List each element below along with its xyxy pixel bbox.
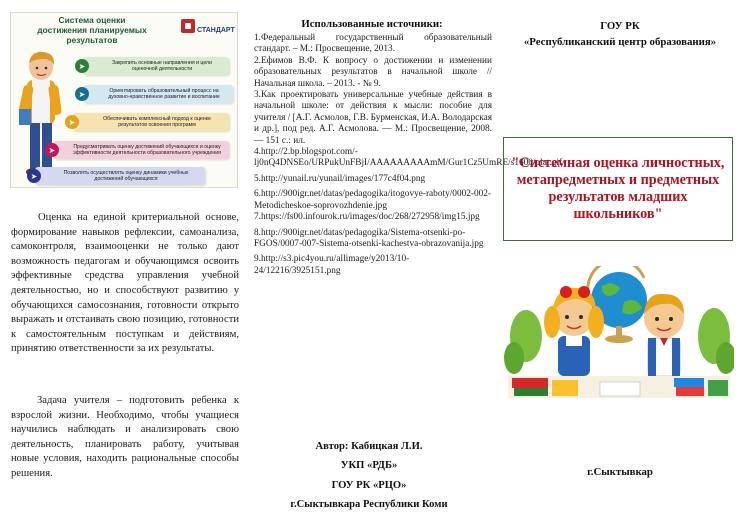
source-item: 1.Федеральный государственный образовательный стандарт. – М.: Просвещение, 2013. xyxy=(254,33,492,55)
infographic-title: Система оценки достижения планируемых результатов xyxy=(37,15,147,45)
source-item: 5.http://yunail.ru/yunail/images/177c4f04.png xyxy=(254,173,426,184)
infographic-bar-5: Позволять осуществлять оценку динамики учебных достижений обучающихся xyxy=(35,167,205,185)
author-block xyxy=(262,437,476,515)
left-panel xyxy=(0,0,247,524)
infographic-bar-2: Ориентировать образовательный процесс на духовно-нравственное развитие и воспитание xyxy=(83,85,233,103)
sources-list xyxy=(254,33,563,277)
author-city: г.Сыктывкара Республики Коми xyxy=(290,499,448,511)
source-item: 7.https://fs00.infourok.ru/images/doc/268/272958/img15.jpg xyxy=(254,212,480,223)
booklet-title: "Системная оценка личностных, метапредметных и предметных результатов младших школьников" xyxy=(511,155,725,222)
arrow-icon: ➤ xyxy=(75,59,89,73)
source-item: 2.Ефимов В.Ф. К вопросу о достижении и изменении образовательных результатов в начальной школе // Начальная школа. – 2013. - № 9. xyxy=(254,55,492,89)
org-line-1: ГОУ РК xyxy=(600,20,640,32)
infographic-bar-3: Обеспечивать комплексный подход к оценке результатов освоения программ xyxy=(73,113,229,131)
source-item: 3.Как проектировать универсальные учебные действия в начальной школе: от действия к мысли: пособие для учителя / [А.Г. Асмолов, Г.В. Бурменская, И.А. Володарская и др.], под ред. А.Г. Асмолова. — М.: Просвещение, 2008. — 151 с.: ил. xyxy=(254,90,492,146)
author-name: Автор: Кабицкая Л.И. xyxy=(315,441,423,452)
assessment-paragraph: Оценка на единой критериальной основе, формирование навыков рефлексии, самоанализа, самоконтроля, взаимооценки не только дают возможность педагогам и обучающимся освоить эффективные средства управления учебной деятельностью, но и способствуют развитию у обучающихся самосознания, готовности открыто выражать и отстаивать свою позицию, готовности к самостоятельным поступкам и действиям, принятию ответственности за их результаты. xyxy=(11,212,239,355)
arrow-icon: ➤ xyxy=(45,143,59,157)
source-item: 6.http://900igr.net/datas/pedagogika/itogovye-raboty/0002-002-Metodicheskoe-soprovozhdenie.jpg xyxy=(254,189,492,211)
infographic-bar-4: Предусматривать оценку достижений обучающихся и оценку эффективности деятельности образовательного учреждения xyxy=(53,141,229,159)
organization-header xyxy=(505,18,735,50)
arrow-icon: ➤ xyxy=(75,87,89,101)
booklet-title-box xyxy=(503,137,733,241)
arrow-icon: ➤ xyxy=(27,169,41,183)
source-item: 9.http://s3.pic4you.ru/allimage/y2013/10-24/12216/3925151.png xyxy=(254,254,410,276)
assessment-system-infographic xyxy=(10,12,238,188)
org-line-2: «Республиканский центр образования» xyxy=(523,36,717,48)
fgos-standard-logo xyxy=(181,17,235,39)
student-illustration xyxy=(17,49,63,185)
sources-title: Использованные источники: xyxy=(301,18,443,30)
infographic-bar-1: Закрепить основные направления и цели оценочной деятельности xyxy=(83,57,229,75)
arrow-icon: ➤ xyxy=(65,115,79,129)
source-item: 4.http://2.bp.blogspot.com/-lj0nQ4DNSEo/URPukUnFBjI/AAAAAAAAAmM/Gur1Cz5UmRE/s1600/plat.gif xyxy=(254,147,563,169)
author-affiliation-2: ГОУ РК «РЦО» xyxy=(331,479,407,491)
teacher-task-paragraph: Задача учителя – подготовить ребенка к взрослой жизни. Необходимо, чтобы учащиеся научились наблюдать и анализировать свою деятельность, планировать работу, учитывая новые условия, находить рациональные способы решения. xyxy=(11,395,239,479)
logo-word: СТАНДАРТ xyxy=(197,27,235,34)
schoolchildren-illustration xyxy=(504,266,734,400)
author-affiliation-1: УКП «РДБ» xyxy=(340,460,398,472)
city-caption: г.Сыктывкар xyxy=(587,466,653,478)
source-item: 8.http://900igr.net/datas/pedagogika/Sistema-otsenki-po-FGOS/0007-007-Sistema-otsenki-kachestva-obrazovanija.jpg xyxy=(254,227,484,249)
